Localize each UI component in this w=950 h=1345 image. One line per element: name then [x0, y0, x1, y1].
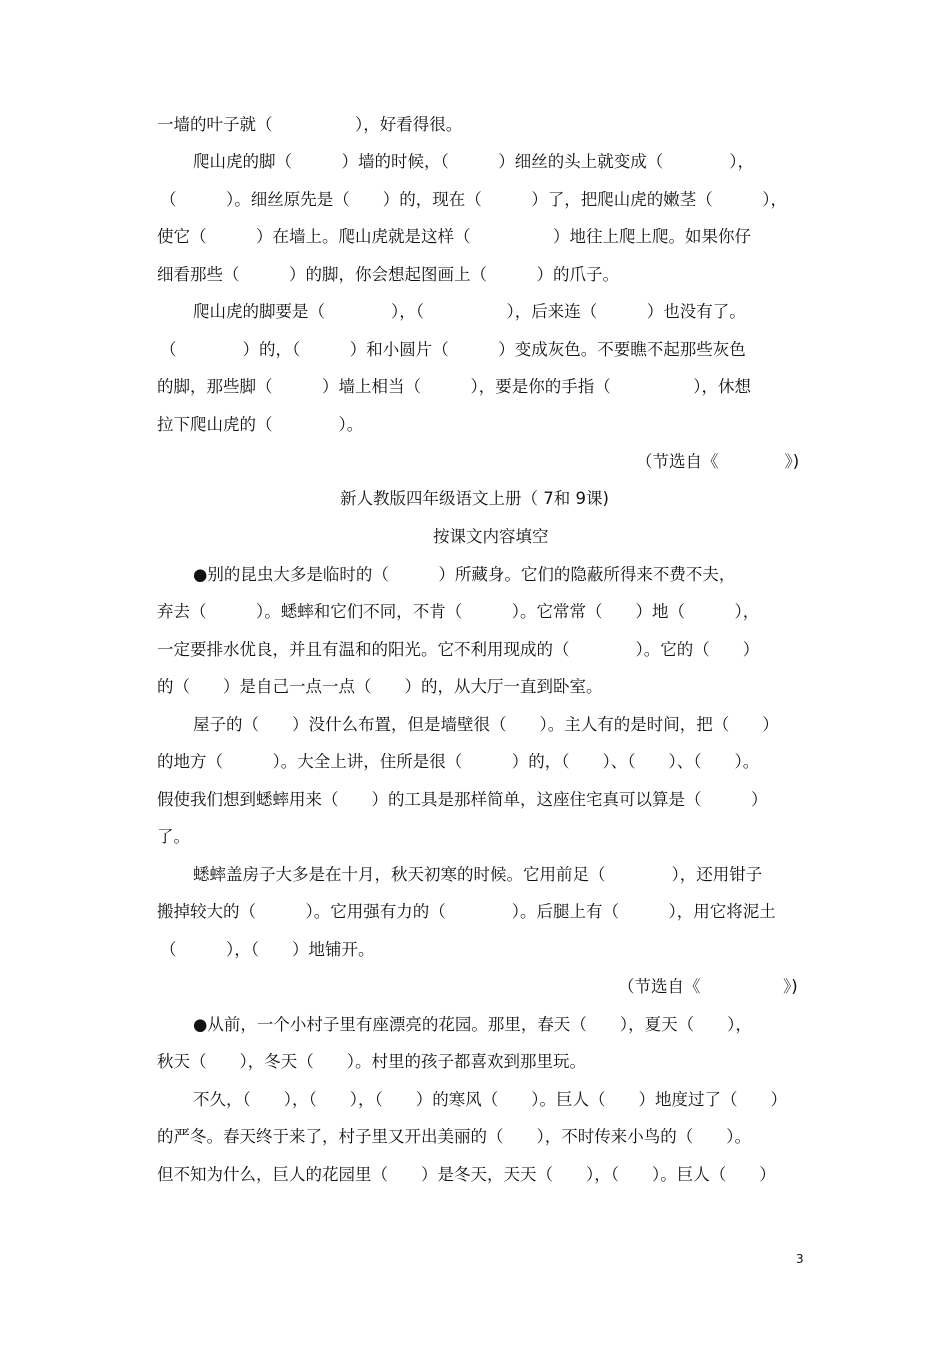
- text-line: 使它（ ）在墙上。爬山虎就是这样（ ）地往上爬上爬。如果你仔: [157, 227, 751, 246]
- text-line: 新人教版四年级语文上册（ 7和 9课): [340, 489, 609, 508]
- text-line: 蟋蟀盖房子大多是在十月，秋天初寒的时候。它用前足（ ），还用钳子: [193, 865, 763, 884]
- page-number: 3: [796, 1252, 804, 1266]
- text-line: 细看那些（ ）的脚，你会想起图画上（ ）的爪子。: [157, 265, 619, 284]
- text-line: 按课文内容填空: [433, 527, 549, 546]
- text-line: 的严冬。春天终于来了，村子里又开出美丽的（ ），不时传来小鸟的（ ）。: [157, 1127, 751, 1146]
- text-line: 不久，（ ），（ ），（ ）的寒风（ ）。巨人（ ）地度过了（ ）: [193, 1090, 787, 1109]
- text-line: 的地方（ ）。大全上讲，住所是很（ ）的，（ ）、（ ）、（ ）。: [157, 752, 760, 771]
- text-line: 了。: [157, 827, 190, 846]
- text-line: 的脚，那些脚（ ）墙上相当（ ），要是你的手指（ ），休想: [157, 377, 751, 396]
- text-line: 一定要排水优良，并且有温和的阳光。它不利用现成的（ ）。它的（ ）: [157, 640, 760, 659]
- text-line: （ ）的，（ ）和小圆片（ ）变成灰色。不要瞧不起那些灰色: [160, 340, 746, 359]
- text-line: 假使我们想到蟋蟀用来（ ）的工具是那样简单，这座住宅真可以算是（ ）: [157, 790, 768, 809]
- text-line: 爬山虎的脚要是（ ），（ ），后来连（ ）也没有了。: [193, 302, 746, 321]
- text-line: 弃去（ ）。蟋蟀和它们不同，不肯（ ）。它常常（ ）地（ ），: [157, 602, 760, 621]
- text-line: 但不知为什么，巨人的花园里（ ）是冬天，天天（ ），（ ）。巨人（ ）: [157, 1165, 776, 1184]
- text-line: 爬山虎的脚（ ）墙的时候，（ ）细丝的头上就变成（ ），: [193, 152, 754, 171]
- text-line: ●从前，一个小村子里有座漂亮的花园。那里，春天（ ），夏天（ ），: [193, 1015, 752, 1034]
- text-line: 屋子的（ ）没什么布置，但是墙壁很（ ）。主人有的是时间，把（ ）: [193, 715, 779, 734]
- text-line: 秋天（ ），冬天（ ）。村里的孩子都喜欢到那里玩。: [157, 1052, 586, 1071]
- text-line: （节选自《 》): [636, 452, 800, 471]
- text-line: （ ），（ ）地铺开。: [160, 940, 375, 959]
- text-line: 搬掉较大的（ ）。它用强有力的（ ）。后腿上有（ ），用它将泥土: [157, 902, 776, 921]
- text-line: 的（ ）是自己一点一点（ ）的，从大厅一直到卧室。: [157, 677, 603, 696]
- text-line: （节选自《 》): [618, 977, 798, 996]
- text-line: 一墙的叶子就（ ），好看得很。: [157, 115, 463, 134]
- text-line: 拉下爬山虎的（ ）。: [157, 415, 364, 434]
- text-line: ●别的昆虫大多是临时的（ ）所藏身。它们的隐蔽所得来不费不夫，: [193, 565, 736, 584]
- text-line: （ ）。细丝原先是（ ）的，现在（ ）了，把爬山虎的嫩茎（ ），: [160, 190, 787, 209]
